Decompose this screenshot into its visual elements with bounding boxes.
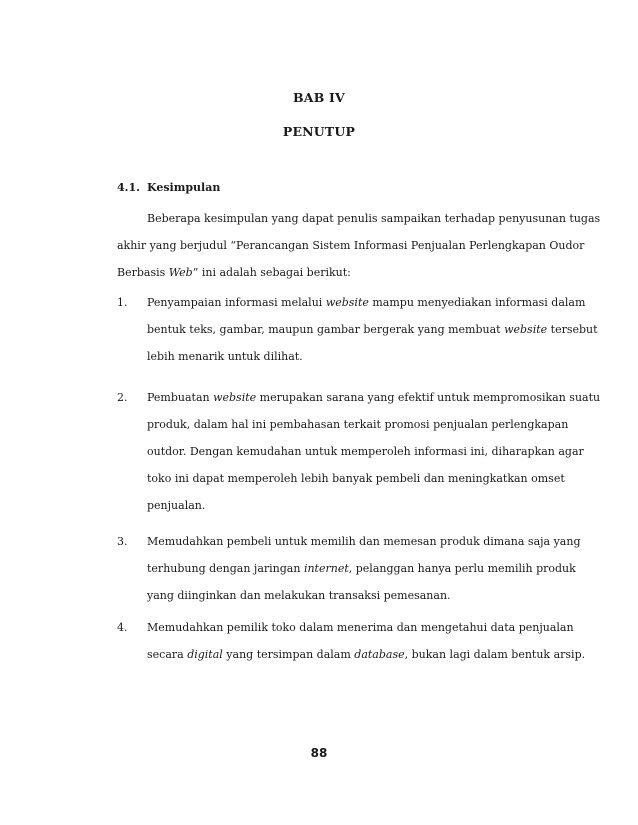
list-line: penjualan. (147, 499, 206, 512)
section-number: 4.1. (117, 181, 140, 194)
list-marker: 4. (117, 621, 128, 634)
list-line: Memudahkan pembeli untuk memilih dan memesan produk dimana saja yang (147, 535, 581, 548)
list-item-body (147, 528, 581, 609)
list-emphasis: database (354, 648, 405, 661)
list-text: yang tersimpan dalam (222, 648, 355, 661)
list-text: Penyampaian informasi melalui (147, 296, 326, 309)
list-line: Memudahkan pemilik toko dalam menerima dan mengetahui data penjualan (147, 621, 574, 634)
list-marker: 3. (117, 535, 128, 548)
intro-text: Berbasis (117, 266, 169, 279)
intro-line (117, 259, 548, 286)
list-text: , bukan lagi dalam bentuk arsip. (404, 648, 586, 661)
list-text: secara (147, 648, 188, 661)
list-emphasis: website (504, 323, 548, 336)
list-line: produk, dalam hal ini pembahasan terkait promosi penjualan perlengkapan (147, 418, 569, 431)
list-item-body (147, 614, 586, 668)
list-text: , pelanggan hanya perlu memilih produk (348, 562, 576, 575)
intro-text: ” ini adalah sebagai berikut: (192, 266, 351, 279)
list-text: bentuk teks, gambar, maupun gambar bergerak yang membuat (147, 323, 505, 336)
list-line: toko ini dapat memperoleh lebih banyak pembeli dan meningkatkan omset (147, 472, 565, 485)
list-item-body (147, 384, 601, 519)
list-text: tersebut (547, 323, 598, 336)
list-text: Pembuatan (147, 391, 214, 404)
list-emphasis: website (325, 296, 369, 309)
list-text: merupakan sarana yang efektif untuk mempromosikan suatu (256, 391, 601, 404)
list-line: yang diinginkan dan melakukan transaksi pemesanan. (147, 589, 451, 602)
list-line (147, 555, 576, 582)
list-text: terhubung dengan jaringan (147, 562, 304, 575)
chapter-number: BAB IV (293, 90, 345, 105)
intro-line: Beberapa kesimpulan yang dapat penulis sampaikan terhadap penyusunan tugas (147, 212, 601, 225)
list-emphasis: internet (303, 562, 349, 575)
chapter-title: PENUTUP (282, 124, 356, 139)
section-heading (117, 181, 220, 194)
intro-line: akhir yang berjudul “Perancangan Sistem Informasi Penjualan Perlengkapan Oudor (117, 239, 585, 252)
list-line (147, 641, 586, 668)
list-line: lebih menarik untuk dilihat. (147, 350, 303, 363)
list-line (147, 289, 586, 316)
list-emphasis: website (213, 391, 257, 404)
list-marker: 2. (117, 391, 128, 404)
list-line (147, 384, 601, 411)
list-emphasis: digital (187, 648, 223, 661)
page-number: 88 (310, 746, 328, 760)
list-line: outdor. Dengan kemudahan untuk memperoleh informasi ini, diharapkan agar (147, 445, 584, 458)
intro-emphasis: Web (168, 266, 193, 279)
list-line (147, 316, 598, 343)
list-item-body (147, 289, 598, 370)
section-title: Kesimpulan (147, 181, 221, 194)
intro-paragraph (117, 205, 601, 286)
list-marker: 1. (117, 296, 128, 309)
list-text: mampu menyediakan informasi dalam (368, 296, 586, 309)
